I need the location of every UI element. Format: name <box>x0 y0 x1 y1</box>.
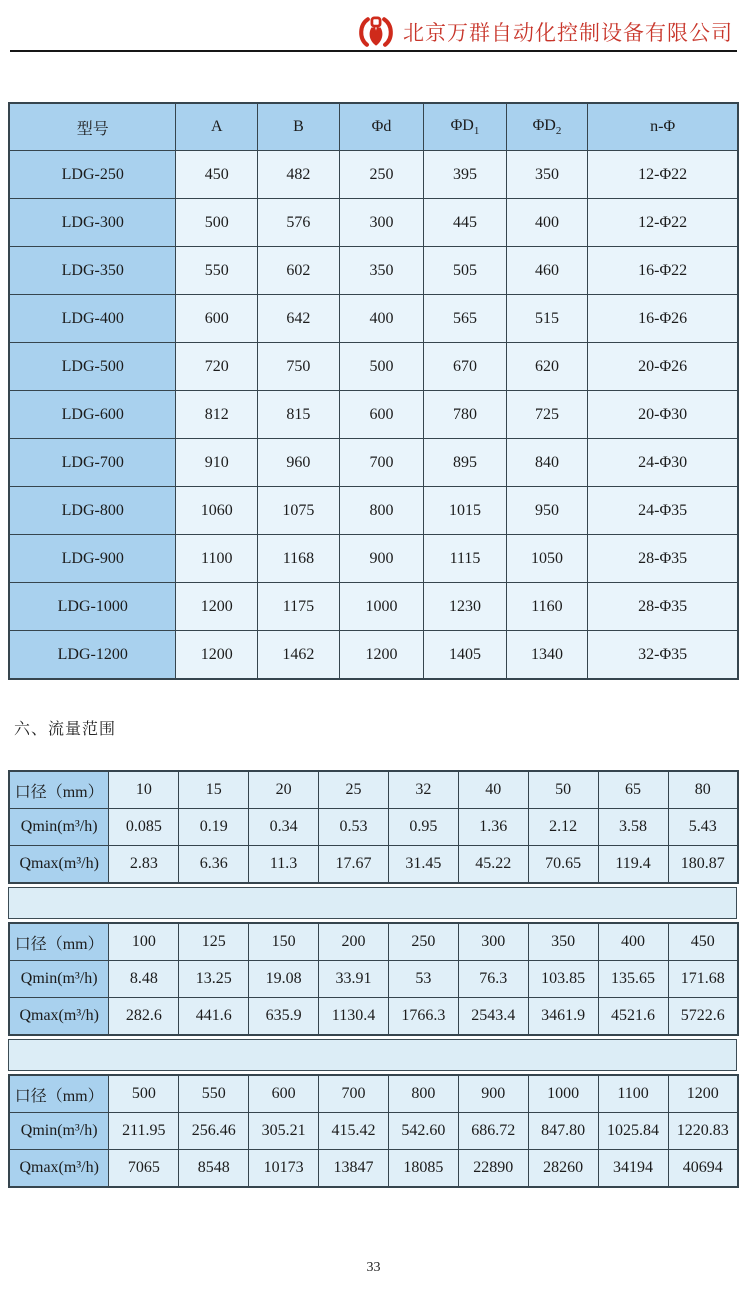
spec-table-row <box>9 199 738 247</box>
flow-table-row <box>9 998 738 1036</box>
spec-value-cell: 1230 <box>424 583 506 631</box>
flow-value-cell: 282.6 <box>109 998 179 1036</box>
flow-value-cell: 65 <box>598 771 668 809</box>
spec-value-cell: 12-Φ22 <box>588 199 738 247</box>
spec-value-cell: 576 <box>258 199 340 247</box>
flow-row-label: Qmin(m³/h) <box>9 809 109 846</box>
spec-value-cell: 1115 <box>424 535 506 583</box>
flow-value-cell: 17.67 <box>319 846 389 884</box>
spec-value-cell: 350 <box>339 247 424 295</box>
flow-table-body <box>9 923 738 1035</box>
flow-table-row <box>9 1150 738 1188</box>
spec-model-cell: LDG-700 <box>9 439 176 487</box>
flow-row-label: Qmin(m³/h) <box>9 961 109 998</box>
flow-value-cell: 45.22 <box>458 846 528 884</box>
spec-value-cell: 895 <box>424 439 506 487</box>
spec-column-label: A <box>210 118 223 135</box>
spec-value-cell: 350 <box>506 151 588 199</box>
spec-value-cell: 720 <box>176 343 258 391</box>
flow-value-cell: 19.08 <box>249 961 319 998</box>
header-rule <box>10 50 737 52</box>
spec-value-cell: 602 <box>258 247 340 295</box>
flow-value-cell: 80 <box>668 771 738 809</box>
spec-value-cell: 812 <box>176 391 258 439</box>
spec-value-cell: 24-Φ30 <box>588 439 738 487</box>
flow-value-cell: 1000 <box>528 1075 598 1113</box>
spec-table-row <box>9 343 738 391</box>
flow-value-cell: 0.085 <box>109 809 179 846</box>
flow-value-cell: 5.43 <box>668 809 738 846</box>
flow-value-cell: 1220.83 <box>668 1113 738 1150</box>
flow-value-cell: 76.3 <box>458 961 528 998</box>
flow-row-label: Qmax(m³/h) <box>9 998 109 1036</box>
flow-value-cell: 800 <box>388 1075 458 1113</box>
flow-value-cell: 15 <box>179 771 249 809</box>
flow-value-cell: 31.45 <box>388 846 458 884</box>
flow-value-cell: 400 <box>598 923 668 961</box>
spec-value-cell: 800 <box>339 487 424 535</box>
flow-value-cell: 200 <box>319 923 389 961</box>
flow-value-cell: 150 <box>249 923 319 961</box>
flow-value-cell: 4521.6 <box>598 998 668 1036</box>
spec-model-cell: LDG-300 <box>9 199 176 247</box>
flow-row-label: 口径（mm） <box>9 771 109 809</box>
flow-value-cell: 8.48 <box>109 961 179 998</box>
spec-value-cell: 32-Φ35 <box>588 631 738 680</box>
spec-value-cell: 600 <box>339 391 424 439</box>
table-separator-band <box>8 1039 737 1071</box>
spec-column-header <box>588 103 738 151</box>
spec-table-row <box>9 631 738 680</box>
spec-value-cell: 1100 <box>176 535 258 583</box>
spec-value-cell: 1000 <box>339 583 424 631</box>
spec-value-cell: 840 <box>506 439 588 487</box>
flow-table <box>8 922 739 1036</box>
spec-value-cell: 12-Φ22 <box>588 151 738 199</box>
spec-value-cell: 1050 <box>506 535 588 583</box>
flow-value-cell: 34194 <box>598 1150 668 1188</box>
flow-value-cell: 7065 <box>109 1150 179 1188</box>
spec-column-header <box>258 103 340 151</box>
flow-value-cell: 10 <box>109 771 179 809</box>
flow-value-cell: 70.65 <box>528 846 598 884</box>
spec-column-label: n-Φ <box>650 118 676 135</box>
spec-column-header <box>424 103 506 151</box>
spec-column-label: 型号 <box>76 120 109 138</box>
flow-value-cell: 1100 <box>598 1075 668 1113</box>
flow-value-cell: 171.68 <box>668 961 738 998</box>
table-separator-band <box>8 887 737 919</box>
flow-value-cell: 3.58 <box>598 809 668 846</box>
company-logo-icon <box>356 15 396 49</box>
flow-value-cell: 1200 <box>668 1075 738 1113</box>
spec-value-cell: 400 <box>339 295 424 343</box>
flow-value-cell: 542.60 <box>388 1113 458 1150</box>
spec-value-cell: 1160 <box>506 583 588 631</box>
flow-value-cell: 125 <box>179 923 249 961</box>
flow-value-cell: 1025.84 <box>598 1113 668 1150</box>
spec-value-cell: 250 <box>339 151 424 199</box>
flow-value-cell: 847.80 <box>528 1113 598 1150</box>
spec-model-cell: LDG-900 <box>9 535 176 583</box>
flow-value-cell: 0.53 <box>319 809 389 846</box>
spec-value-cell: 550 <box>176 247 258 295</box>
spec-value-cell: 16-Φ22 <box>588 247 738 295</box>
flow-table <box>8 770 739 884</box>
spec-value-cell: 815 <box>258 391 340 439</box>
flow-value-cell: 11.3 <box>249 846 319 884</box>
flow-value-cell: 20 <box>249 771 319 809</box>
flow-value-cell: 33.91 <box>319 961 389 998</box>
flow-table-row <box>9 961 738 998</box>
spec-value-cell: 642 <box>258 295 340 343</box>
spec-column-subscript: 2 <box>555 125 562 138</box>
flow-value-cell: 500 <box>109 1075 179 1113</box>
flow-table-row <box>9 809 738 846</box>
page-number: 33 <box>366 1260 381 1275</box>
flow-value-cell: 900 <box>458 1075 528 1113</box>
flow-table-row <box>9 923 738 961</box>
spec-header-row <box>9 103 738 151</box>
spec-table-row <box>9 295 738 343</box>
spec-model-cell: LDG-250 <box>9 151 176 199</box>
spec-value-cell: 1168 <box>258 535 340 583</box>
flow-tables-container <box>8 770 739 1188</box>
spec-value-cell: 300 <box>339 199 424 247</box>
flow-value-cell: 441.6 <box>179 998 249 1036</box>
flow-value-cell: 700 <box>319 1075 389 1113</box>
spec-column-header <box>339 103 424 151</box>
spec-value-cell: 1075 <box>258 487 340 535</box>
spec-value-cell: 670 <box>424 343 506 391</box>
spec-model-cell: LDG-800 <box>9 487 176 535</box>
flow-value-cell: 305.21 <box>249 1113 319 1150</box>
spec-value-cell: 600 <box>176 295 258 343</box>
spec-value-cell: 16-Φ26 <box>588 295 738 343</box>
flow-value-cell: 32 <box>388 771 458 809</box>
flow-row-label: Qmax(m³/h) <box>9 846 109 884</box>
spec-value-cell: 515 <box>506 295 588 343</box>
flow-value-cell: 180.87 <box>668 846 738 884</box>
flow-value-cell: 2.12 <box>528 809 598 846</box>
flow-table-body <box>9 771 738 883</box>
flow-value-cell: 53 <box>388 961 458 998</box>
spec-value-cell: 1060 <box>176 487 258 535</box>
flow-value-cell: 0.95 <box>388 809 458 846</box>
flow-value-cell: 1766.3 <box>388 998 458 1036</box>
spec-table-row <box>9 439 738 487</box>
flow-value-cell: 50 <box>528 771 598 809</box>
flow-value-cell: 686.72 <box>458 1113 528 1150</box>
spec-value-cell: 28-Φ35 <box>588 583 738 631</box>
flow-value-cell: 2543.4 <box>458 998 528 1036</box>
spec-value-cell: 500 <box>176 199 258 247</box>
spec-table-row <box>9 535 738 583</box>
flow-value-cell: 1.36 <box>458 809 528 846</box>
spec-column-header <box>9 103 176 151</box>
spec-value-cell: 620 <box>506 343 588 391</box>
spec-model-cell: LDG-350 <box>9 247 176 295</box>
spec-value-cell: 1340 <box>506 631 588 680</box>
spec-model-cell: LDG-500 <box>9 343 176 391</box>
spec-value-cell: 482 <box>258 151 340 199</box>
flow-value-cell: 10173 <box>249 1150 319 1188</box>
spec-value-cell: 780 <box>424 391 506 439</box>
spec-value-cell: 24-Φ35 <box>588 487 738 535</box>
spec-column-label: ΦD <box>450 116 474 134</box>
flow-table-row <box>9 771 738 809</box>
spec-value-cell: 910 <box>176 439 258 487</box>
spec-value-cell: 725 <box>506 391 588 439</box>
flow-value-cell: 2.83 <box>109 846 179 884</box>
flow-table-row <box>9 846 738 884</box>
flow-value-cell: 100 <box>109 923 179 961</box>
flow-row-label: 口径（mm） <box>9 923 109 961</box>
spec-table <box>8 102 739 680</box>
flow-value-cell: 28260 <box>528 1150 598 1188</box>
spec-column-subscript: 1 <box>473 125 480 138</box>
flow-value-cell: 450 <box>668 923 738 961</box>
flow-row-label: 口径（mm） <box>9 1075 109 1113</box>
flow-value-cell: 135.65 <box>598 961 668 998</box>
flow-value-cell: 550 <box>179 1075 249 1113</box>
spec-value-cell: 20-Φ30 <box>588 391 738 439</box>
spec-value-cell: 450 <box>176 151 258 199</box>
flow-row-label: Qmax(m³/h) <box>9 1150 109 1188</box>
flow-value-cell: 300 <box>458 923 528 961</box>
spec-column-label: Φd <box>371 118 392 135</box>
spec-value-cell: 565 <box>424 295 506 343</box>
flow-value-cell: 40694 <box>668 1150 738 1188</box>
spec-value-cell: 500 <box>339 343 424 391</box>
flow-value-cell: 3461.9 <box>528 998 598 1036</box>
spec-value-cell: 1200 <box>176 583 258 631</box>
flow-value-cell: 103.85 <box>528 961 598 998</box>
flow-value-cell: 5722.6 <box>668 998 738 1036</box>
flow-value-cell: 119.4 <box>598 846 668 884</box>
company-name: 北京万群自动化控制设备有限公司 <box>403 21 733 45</box>
spec-value-cell: 400 <box>506 199 588 247</box>
spec-column-label: B <box>293 118 304 135</box>
flow-value-cell: 18085 <box>388 1150 458 1188</box>
flow-value-cell: 8548 <box>179 1150 249 1188</box>
flow-value-cell: 0.19 <box>179 809 249 846</box>
flow-value-cell: 415.42 <box>319 1113 389 1150</box>
spec-value-cell: 1405 <box>424 631 506 680</box>
flow-value-cell: 6.36 <box>179 846 249 884</box>
spec-value-cell: 750 <box>258 343 340 391</box>
flow-value-cell: 211.95 <box>109 1113 179 1150</box>
flow-value-cell: 600 <box>249 1075 319 1113</box>
spec-value-cell: 1200 <box>176 631 258 680</box>
flow-value-cell: 22890 <box>458 1150 528 1188</box>
flow-table-body <box>9 1075 738 1187</box>
spec-table-head <box>9 103 738 151</box>
flow-value-cell: 250 <box>388 923 458 961</box>
flow-value-cell: 350 <box>528 923 598 961</box>
spec-value-cell: 900 <box>339 535 424 583</box>
header <box>356 0 747 49</box>
spec-value-cell: 1015 <box>424 487 506 535</box>
flow-value-cell: 13847 <box>319 1150 389 1188</box>
flow-value-cell: 256.46 <box>179 1113 249 1150</box>
spec-value-cell: 28-Φ35 <box>588 535 738 583</box>
spec-model-cell: LDG-1200 <box>9 631 176 680</box>
spec-table-row <box>9 487 738 535</box>
spec-table-row <box>9 247 738 295</box>
spec-model-cell: LDG-400 <box>9 295 176 343</box>
spec-value-cell: 460 <box>506 247 588 295</box>
flow-row-label: Qmin(m³/h) <box>9 1113 109 1150</box>
spec-value-cell: 960 <box>258 439 340 487</box>
flow-value-cell: 25 <box>319 771 389 809</box>
flow-value-cell: 1130.4 <box>319 998 389 1036</box>
flow-value-cell: 635.9 <box>249 998 319 1036</box>
spec-table-row <box>9 391 738 439</box>
flow-value-cell: 40 <box>458 771 528 809</box>
spec-value-cell: 950 <box>506 487 588 535</box>
spec-value-cell: 1175 <box>258 583 340 631</box>
flow-table-row <box>9 1075 738 1113</box>
spec-value-cell: 20-Φ26 <box>588 343 738 391</box>
spec-value-cell: 1462 <box>258 631 340 680</box>
spec-column-header <box>176 103 258 151</box>
spec-value-cell: 395 <box>424 151 506 199</box>
flow-value-cell: 13.25 <box>179 961 249 998</box>
flow-table <box>8 1074 739 1188</box>
spec-model-cell: LDG-600 <box>9 391 176 439</box>
spec-column-label: ΦD <box>532 116 556 134</box>
spec-table-row <box>9 583 738 631</box>
spec-table-row <box>9 151 738 199</box>
spec-value-cell: 700 <box>339 439 424 487</box>
spec-value-cell: 505 <box>424 247 506 295</box>
spec-value-cell: 1200 <box>339 631 424 680</box>
spec-column-header <box>506 103 588 151</box>
flow-section-title: 六、流量范围 <box>14 721 117 738</box>
spec-value-cell: 445 <box>424 199 506 247</box>
spec-model-cell: LDG-1000 <box>9 583 176 631</box>
flow-value-cell: 0.34 <box>249 809 319 846</box>
flow-table-row <box>9 1113 738 1150</box>
